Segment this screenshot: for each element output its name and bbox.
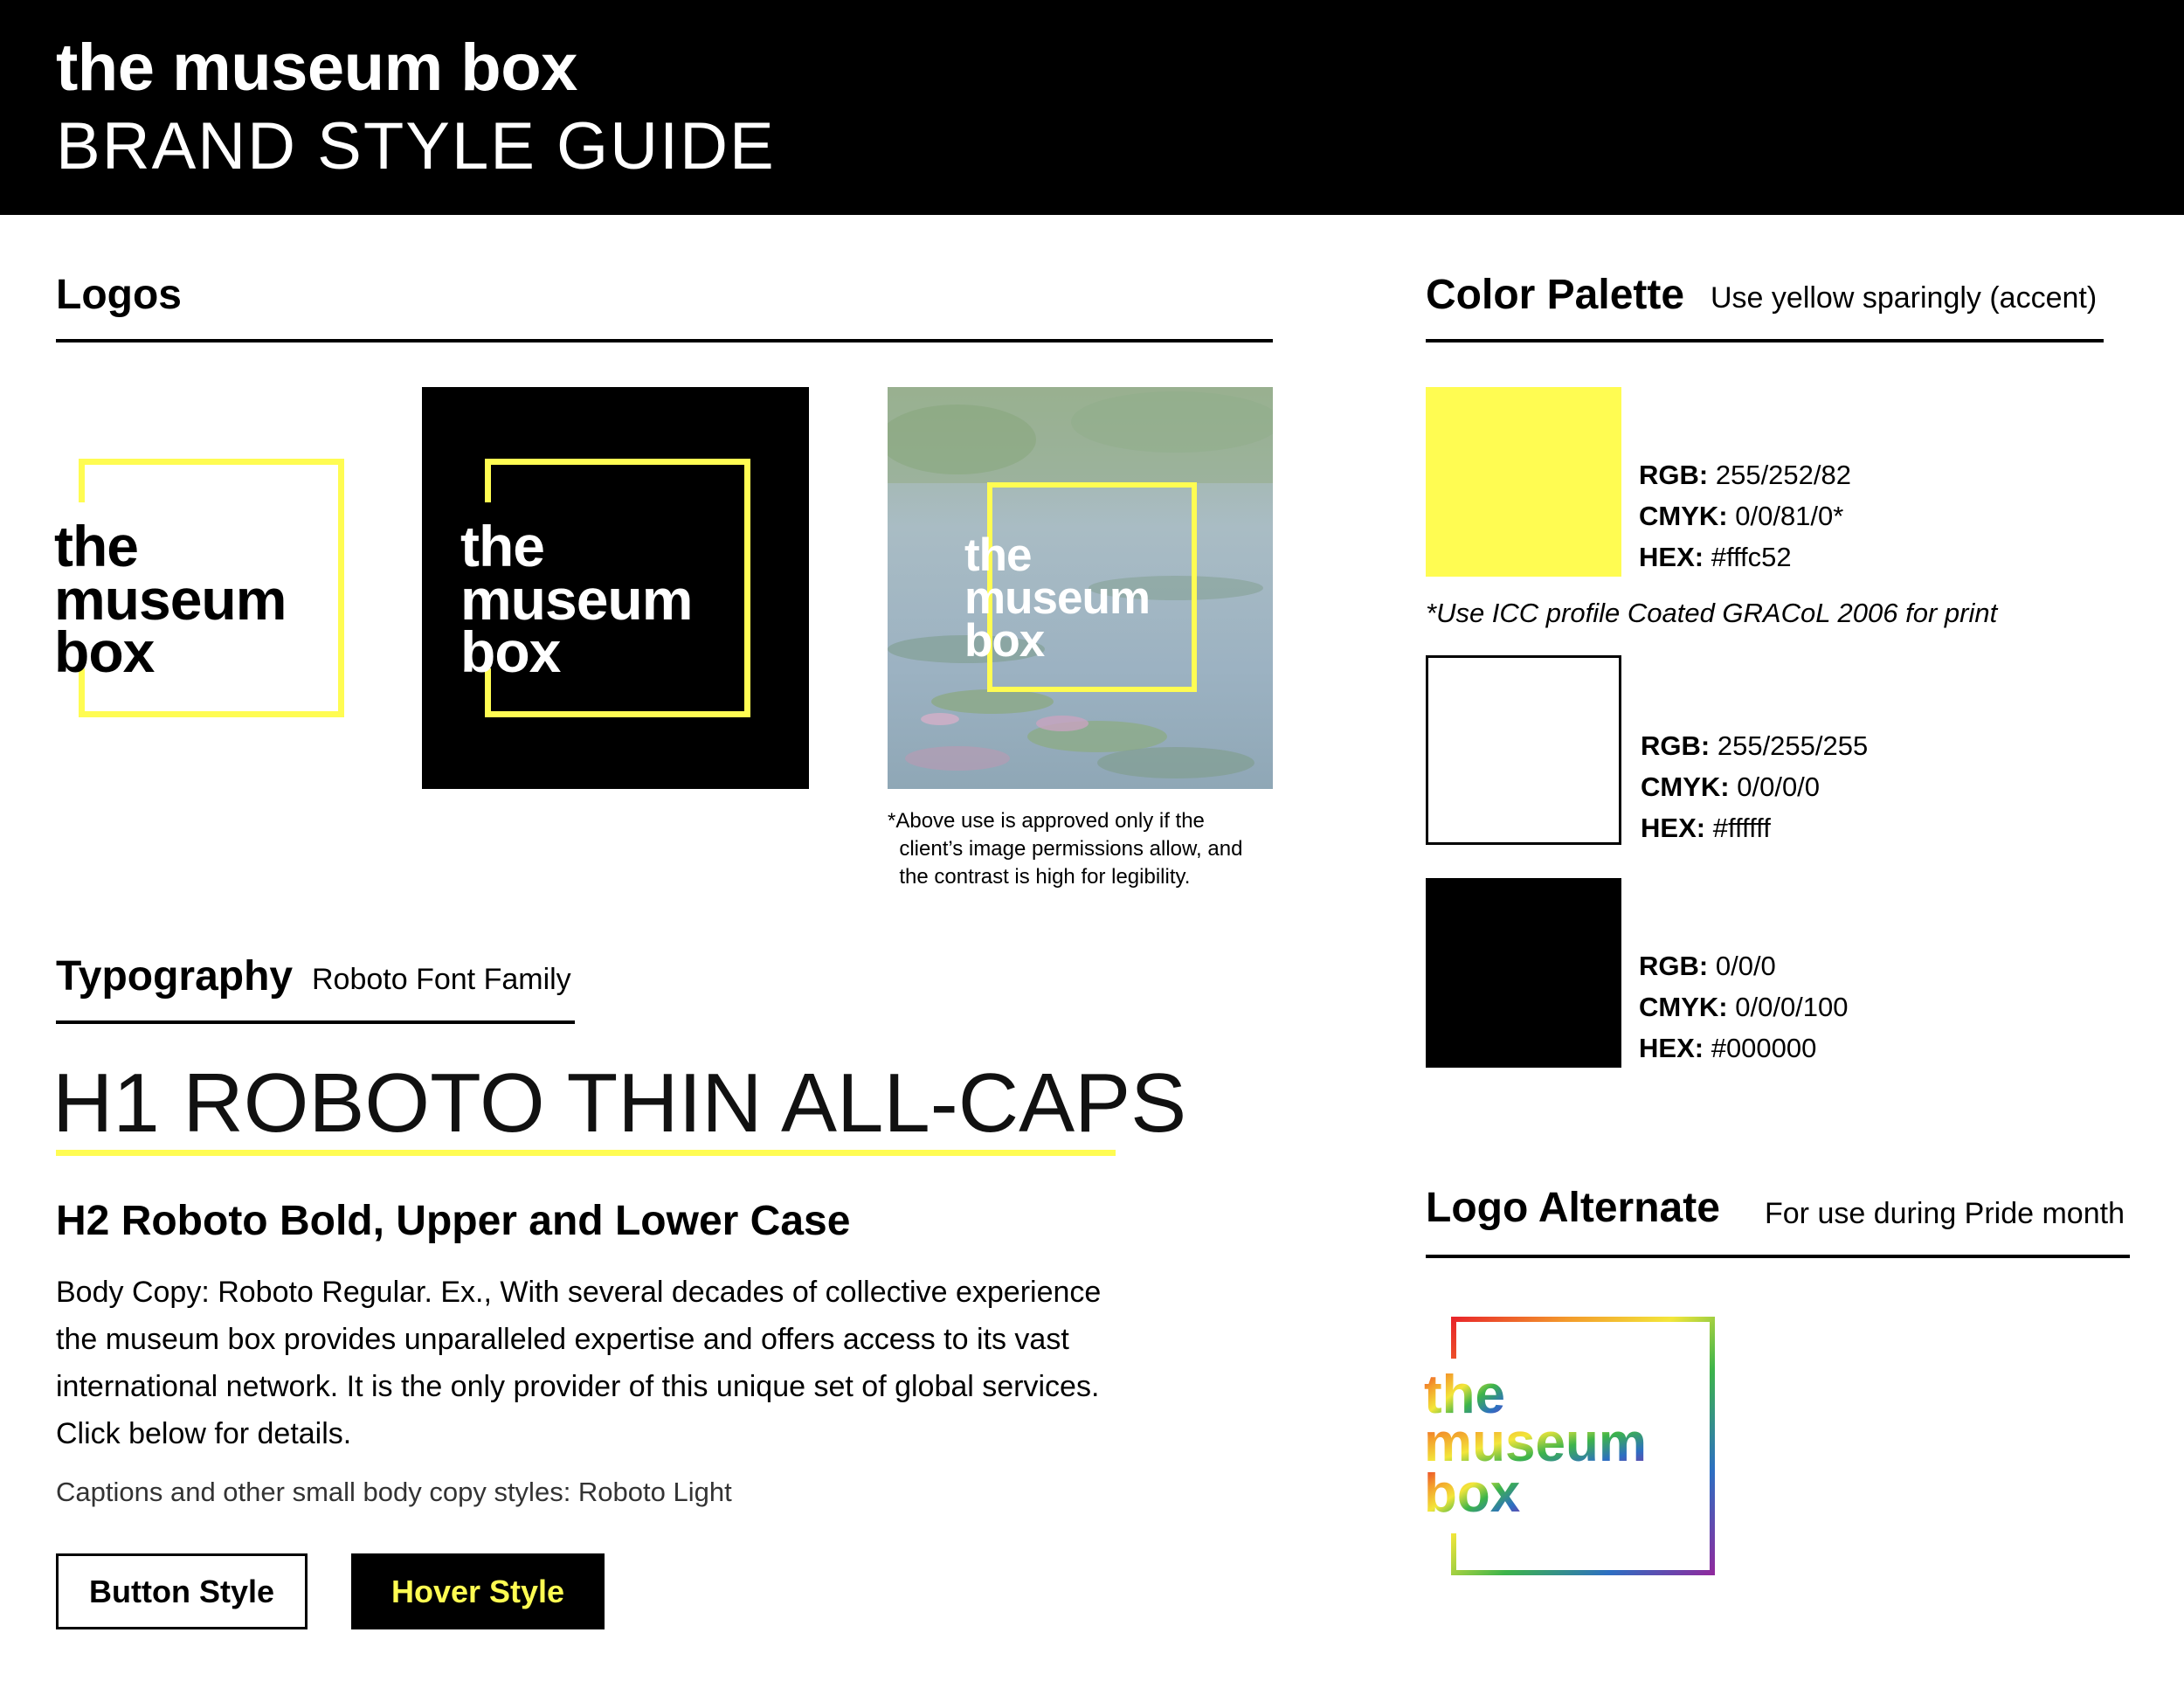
caption-sample: Captions and other small body copy styles: Roboto Light [56, 1477, 732, 1507]
pride-logo [1424, 1315, 1721, 1577]
h1-accent-underline [56, 1150, 1116, 1156]
logo-on-black [459, 459, 756, 721]
hover-style-sample[interactable]: Hover Style [351, 1553, 605, 1629]
pride-logo-mark [1424, 1315, 1721, 1577]
h1-sample: H1 ROBOTO THIN ALL-CAPS [52, 1056, 1187, 1150]
typography-title: Typography [56, 953, 294, 1000]
rgb-value: 0/0/0 [1715, 951, 1776, 981]
logo-wordmark: the museum box [460, 514, 693, 685]
pride-wordmark-line: the [1424, 1365, 1505, 1425]
swatch-white [1426, 655, 1621, 845]
pride-wordmark-line: museum [1424, 1413, 1647, 1473]
logo-usage-note: *Above use is approved only if the client’s image permissions allow, and the contrast is high for legibility. [888, 809, 1243, 889]
spec-white: RGB: 255/255/255 CMYK: 0/0/0/0 HEX: #ffffff [1641, 730, 1869, 843]
body-line: international network. It is the only provider of this unique set of global services. [56, 1370, 1100, 1403]
swatch-black [1426, 878, 1621, 1068]
logos-title: Logos [56, 272, 182, 318]
h2-sample: H2 Roboto Bold, Upper and Lower Case [56, 1198, 851, 1244]
logo-wordmark: the museum box [964, 529, 1150, 667]
palette-title: Color Palette [1426, 272, 1685, 318]
palette-note: Use yellow sparingly (accent) [1711, 281, 2098, 315]
brand-subtitle: BRAND STYLE GUIDE [56, 109, 776, 183]
cmyk-value: 0/0/0/0 [1737, 771, 1821, 802]
logo-on-white [52, 459, 349, 721]
print-note: *Use ICC profile Coated GRACoL 2006 for print [1426, 598, 1998, 628]
swatch-yellow [1426, 387, 1621, 577]
logo-wordmark: the museum box [54, 514, 287, 685]
rgb-value: 255/252/82 [1715, 460, 1851, 490]
button-style-sample[interactable]: Button Style [56, 1553, 308, 1629]
cmyk-value: 0/0/0/100 [1735, 992, 1849, 1022]
body-line: Body Copy: Roboto Regular. Ex., With several decades of collective experience [56, 1276, 1102, 1309]
hex-value: #fffc52 [1711, 542, 1792, 572]
logo-on-painting [963, 482, 1199, 692]
hex-value: #000000 [1711, 1033, 1817, 1063]
rgb-value: 255/255/255 [1717, 730, 1869, 761]
palette-rule [1426, 339, 2104, 342]
pride-wordmark-line: box [1424, 1463, 1521, 1524]
body-line: the museum box provides unparalleled expertise and offers access to its vast [56, 1323, 1069, 1356]
logos-rule [56, 339, 1273, 342]
typography-rule [56, 1020, 575, 1024]
alternate-note: For use during Pride month [1765, 1197, 2125, 1230]
alternate-title: Logo Alternate [1426, 1185, 1720, 1231]
cmyk-value: 0/0/81/0* [1735, 501, 1844, 531]
spec-black: RGB: 0/0/0 CMYK: 0/0/0/100 HEX: #000000 [1639, 951, 1849, 1063]
brand-name: the museum box [56, 31, 577, 105]
body-line: Click below for details. [56, 1417, 352, 1450]
spec-yellow: RGB: 255/252/82 CMYK: 0/0/81/0* HEX: #fffc52 [1639, 460, 1851, 572]
body-copy-sample [56, 1269, 1101, 1457]
hex-value: #ffffff [1712, 813, 1771, 843]
typography-note: Roboto Font Family [312, 963, 571, 996]
alternate-rule [1426, 1255, 2130, 1258]
